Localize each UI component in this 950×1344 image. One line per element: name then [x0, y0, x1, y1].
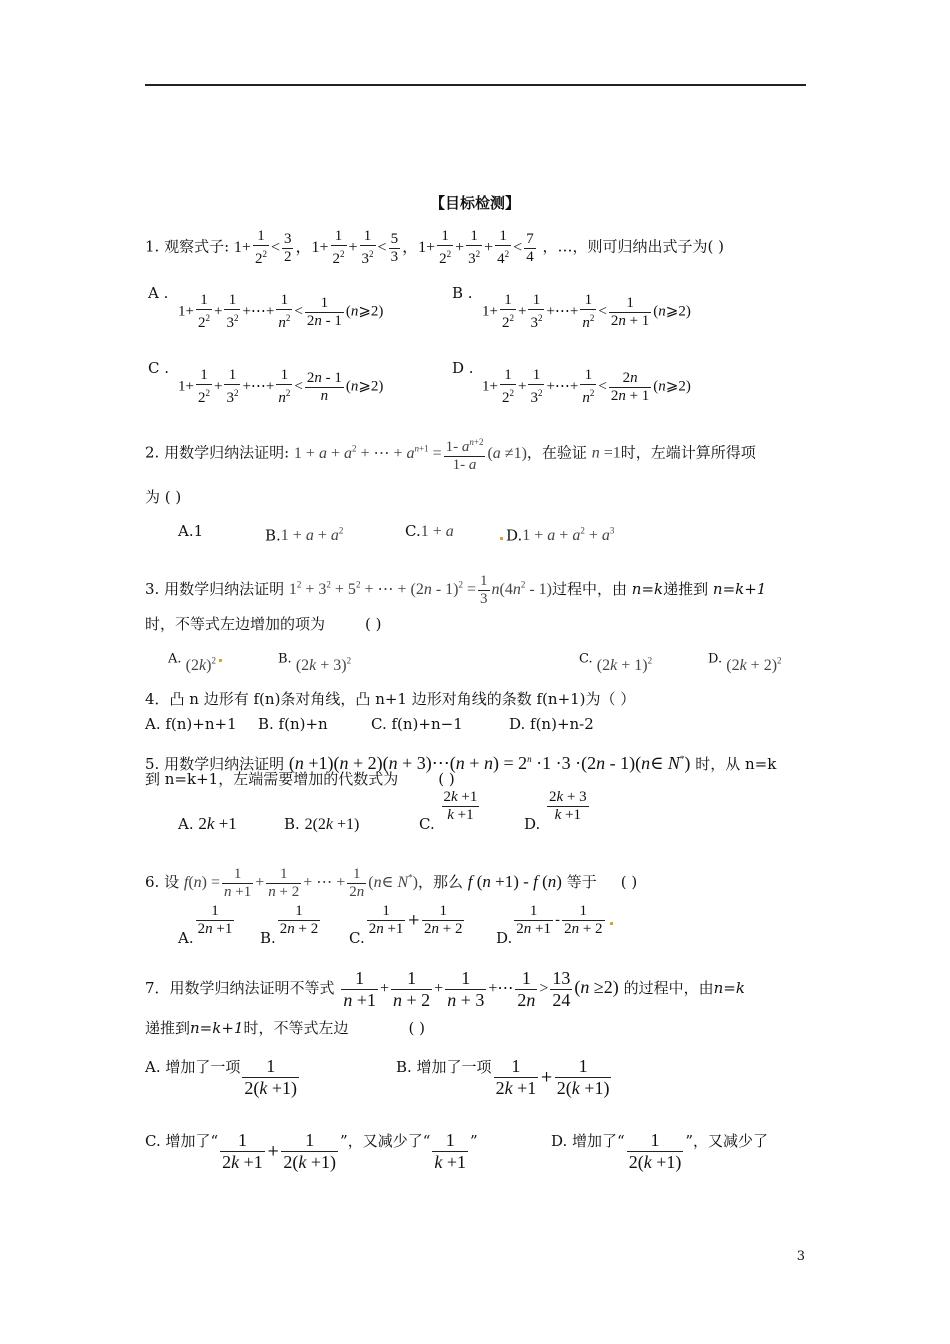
- q2-option-c: C.1 + a: [405, 522, 454, 540]
- question-7: 7．用数学归纳法证明不等式 $\frac{1}{n +1}$ + $\frac{1}{n + 2}$ + $\frac{1}{n + 3}$ +⋯ $\frac{1}{2n}$ > $\frac{13}{24}$ (n ≥2) 的过程中，由n=k: [145, 968, 745, 1010]
- q7-option-b: B. 增加了一项 $\frac{1}{2k +1}$ + $\frac{1}{2(k +1)}$: [396, 1056, 610, 1098]
- q4-option-d: D. f(n)+n-2: [509, 715, 594, 733]
- q6-expression: f(n) = $\frac{1}{n +1}$ + $\frac{1}{n + 2}$ + ⋯ + $\frac{1}{2n}$ (n∈ N*): [183, 866, 418, 900]
- question-2: 2. 用数学归纳法证明: $1 + a + a^2$ + ⋯ + $a^{n+1}$ = $\frac{1- a^{n+2}}{1- a}$ (a ≠1)，在验证 n =1时，左端计算所得项: [145, 434, 756, 474]
- q7-option-c: C. 增加了“ $\frac{1}{2k +1}$ + $\frac{1}{2(k +1)}$ ”，又减少了“ $\frac{1}{k +1}$ ”: [145, 1130, 478, 1172]
- q1-option-d-label: D .: [452, 359, 474, 377]
- q5-option-d: D. $\frac{2k + 3}{k +1}$: [524, 789, 587, 833]
- question-5: 5. 用数学归纳法证明 (n +1)(n + 2)(n + 3)⋯(n + $n) = 2^n \cdot 1 \cdot 3 \cdot(2n$ - 1)(n∈ N*) 时，从 n=k: [145, 753, 777, 773]
- q4-option-b: B. f(n)+n: [258, 715, 328, 733]
- q6-option-a: A. $\frac{1}{2n +1}$: [178, 903, 233, 947]
- q5-option-c: C. $\frac{2k +1}{k +1}$: [419, 789, 478, 833]
- page-number: 3: [796, 1249, 805, 1264]
- question-3: 3. 用数学归纳法证明 $1^2 + 3^2 + 5^2$ + ⋯ + (2n - 1)$^2$ = $\frac{1}{3}$ $n(4n^2 - 1)$过程中，由 n=k递推到 n=k+1: [145, 573, 767, 607]
- q5-option-a: A. 2k +1: [178, 814, 237, 833]
- question-6: 6. 设 f(n) = $\frac{1}{n +1}$ + $\frac{1}{n + 2}$ + ⋯ + $\frac{1}{2n}$ (n∈ N*)，那么 f (n +1) - f (n) 等于 ( ): [145, 866, 638, 900]
- q2-option-a: A.1: [178, 522, 204, 540]
- q5-expression: (n +1)(n + 2)(n + 3)⋯(n + $n) = 2^n \cdot 1 \cdot 3 \cdot(2n$ - 1)(n∈ N*): [288, 753, 691, 773]
- q3-option-c: C. $(2k + 1)^2$: [579, 651, 653, 675]
- q1-option-b-label: B .: [452, 284, 473, 302]
- question-3-cont: 时，不等式左边增加的项为 ( ): [145, 615, 382, 633]
- q1-option-c-label: C .: [148, 359, 170, 377]
- section-title: 【目标检测】: [429, 194, 520, 212]
- q3-option-b: B. $(2k + 3)^2$: [278, 651, 352, 675]
- q1-expression: 1+ $\frac{1}{2^2}$ < $\frac{3}{2}$ ，1+ $\frac{1}{2^2}$ + $\frac{1}{3^2}$ < $\frac{5}{3}$ ，1+ $\frac{1}{2^2}$ + $\frac{1}{3^2}$ + $\frac{1}{4^2}$ < $\frac{7}{4}$: [233, 228, 534, 267]
- q5-option-b: B. 2(2k +1): [284, 815, 360, 833]
- question-1: 1. 观察式子: 1+ $\frac{1}{2^2}$ < $\frac{3}{2}$ ，1+ $\frac{1}{2^2}$ + $\frac{1}{3^2}$ < $\frac{5}{3}$ ，1+ $\frac{1}{2^2}$ + $\frac{1}{3^2}$ + $\frac{1}{4^2}$ < $\frac{7}{4}$ ，…，则可归纳出式子为( ): [145, 228, 724, 267]
- q2-option-b: $B.1 + a + a^2$: [265, 526, 344, 545]
- q3-option-a: A. $(2k)^2$: [168, 643, 225, 669]
- q7-expression: $\frac{1}{n +1}$ + $\frac{1}{n + 2}$ + $\frac{1}{n + 3}$ +⋯ $\frac{1}{2n}$ > $\frac{13}{24}$ (n ≥2): [343, 968, 619, 1010]
- q2-expression: $1 + a + a^2$ + ⋯ + $a^{n+1}$ = $\frac{1- a^{n+2}}{1- a}$ (a ≠1): [294, 445, 527, 462]
- question-5-cont: 到 n=k+1，左端需要增加的代数式为 ( ): [145, 770, 455, 788]
- q7-option-a: A. 增加了一项 $\frac{1}{2(k +1)}$: [145, 1056, 298, 1098]
- q1-option-a-label: A .: [148, 284, 169, 302]
- q1-option-b: 1+ $\frac{1}{2^2}$ + $\frac{1}{3^2}$ +⋯+ $\frac{1}{n^2}$ < $\frac{1}{2n + 1}$ (n⩾2): [482, 292, 691, 331]
- q4-option-c: C. f(n)+n−1: [371, 715, 463, 733]
- question-7-cont: 递推到n=k+1时，不等式左边 ( ): [145, 1019, 425, 1037]
- q6-option-c: C. $\frac{1}{2n +1}$ + $\frac{1}{2n + 2}$: [349, 903, 463, 947]
- q4-option-a: A. f(n)+n+1: [145, 715, 237, 733]
- q6-option-b: B. $\frac{1}{2n + 2}$: [260, 903, 319, 947]
- q6-option-d: D. $\frac{1}{2n +1}$ - $\frac{1}{2n + 2}$: [496, 903, 616, 938]
- header-rule: [145, 84, 806, 86]
- q1-option-d: 1+ $\frac{1}{2^2}$ + $\frac{1}{3^2}$ +⋯+ $\frac{1}{n^2}$ < $\frac{2n}{2n + 1}$ (n⩾2): [482, 367, 691, 406]
- q7-option-d: D. 增加了“ $\frac{1}{2(k +1)}$ ”，又减少了: [551, 1130, 769, 1172]
- question-4: 4．凸 n 边形有 f(n)条对角线，凸 n+1 边形对角线的条数 f(n+1)为（ ）: [145, 690, 636, 708]
- q1-option-c: 1+ $\frac{1}{2^2}$ + $\frac{1}{3^2}$ +⋯+ $\frac{1}{n^2}$ < $\frac{2n - 1}{n}$ (n⩾2): [178, 367, 384, 406]
- question-2-cont: 为 ( ): [145, 488, 182, 506]
- q1-option-a: 1+ $\frac{1}{2^2}$ + $\frac{1}{3^2}$ +⋯+ $\frac{1}{n^2}$ < $\frac{1}{2n - 1}$ (n⩾2): [178, 292, 384, 331]
- q3-expression: $1^2 + 3^2 + 5^2$ + ⋯ + (2n - 1)$^2$ = $\frac{1}{3}$ $n(4n^2 - 1)$: [288, 573, 552, 607]
- q3-option-d: D. $(2k + 2)^2$: [708, 651, 782, 675]
- q2-option-d: $D.1 + a + a^2 + a^3$: [497, 521, 614, 546]
